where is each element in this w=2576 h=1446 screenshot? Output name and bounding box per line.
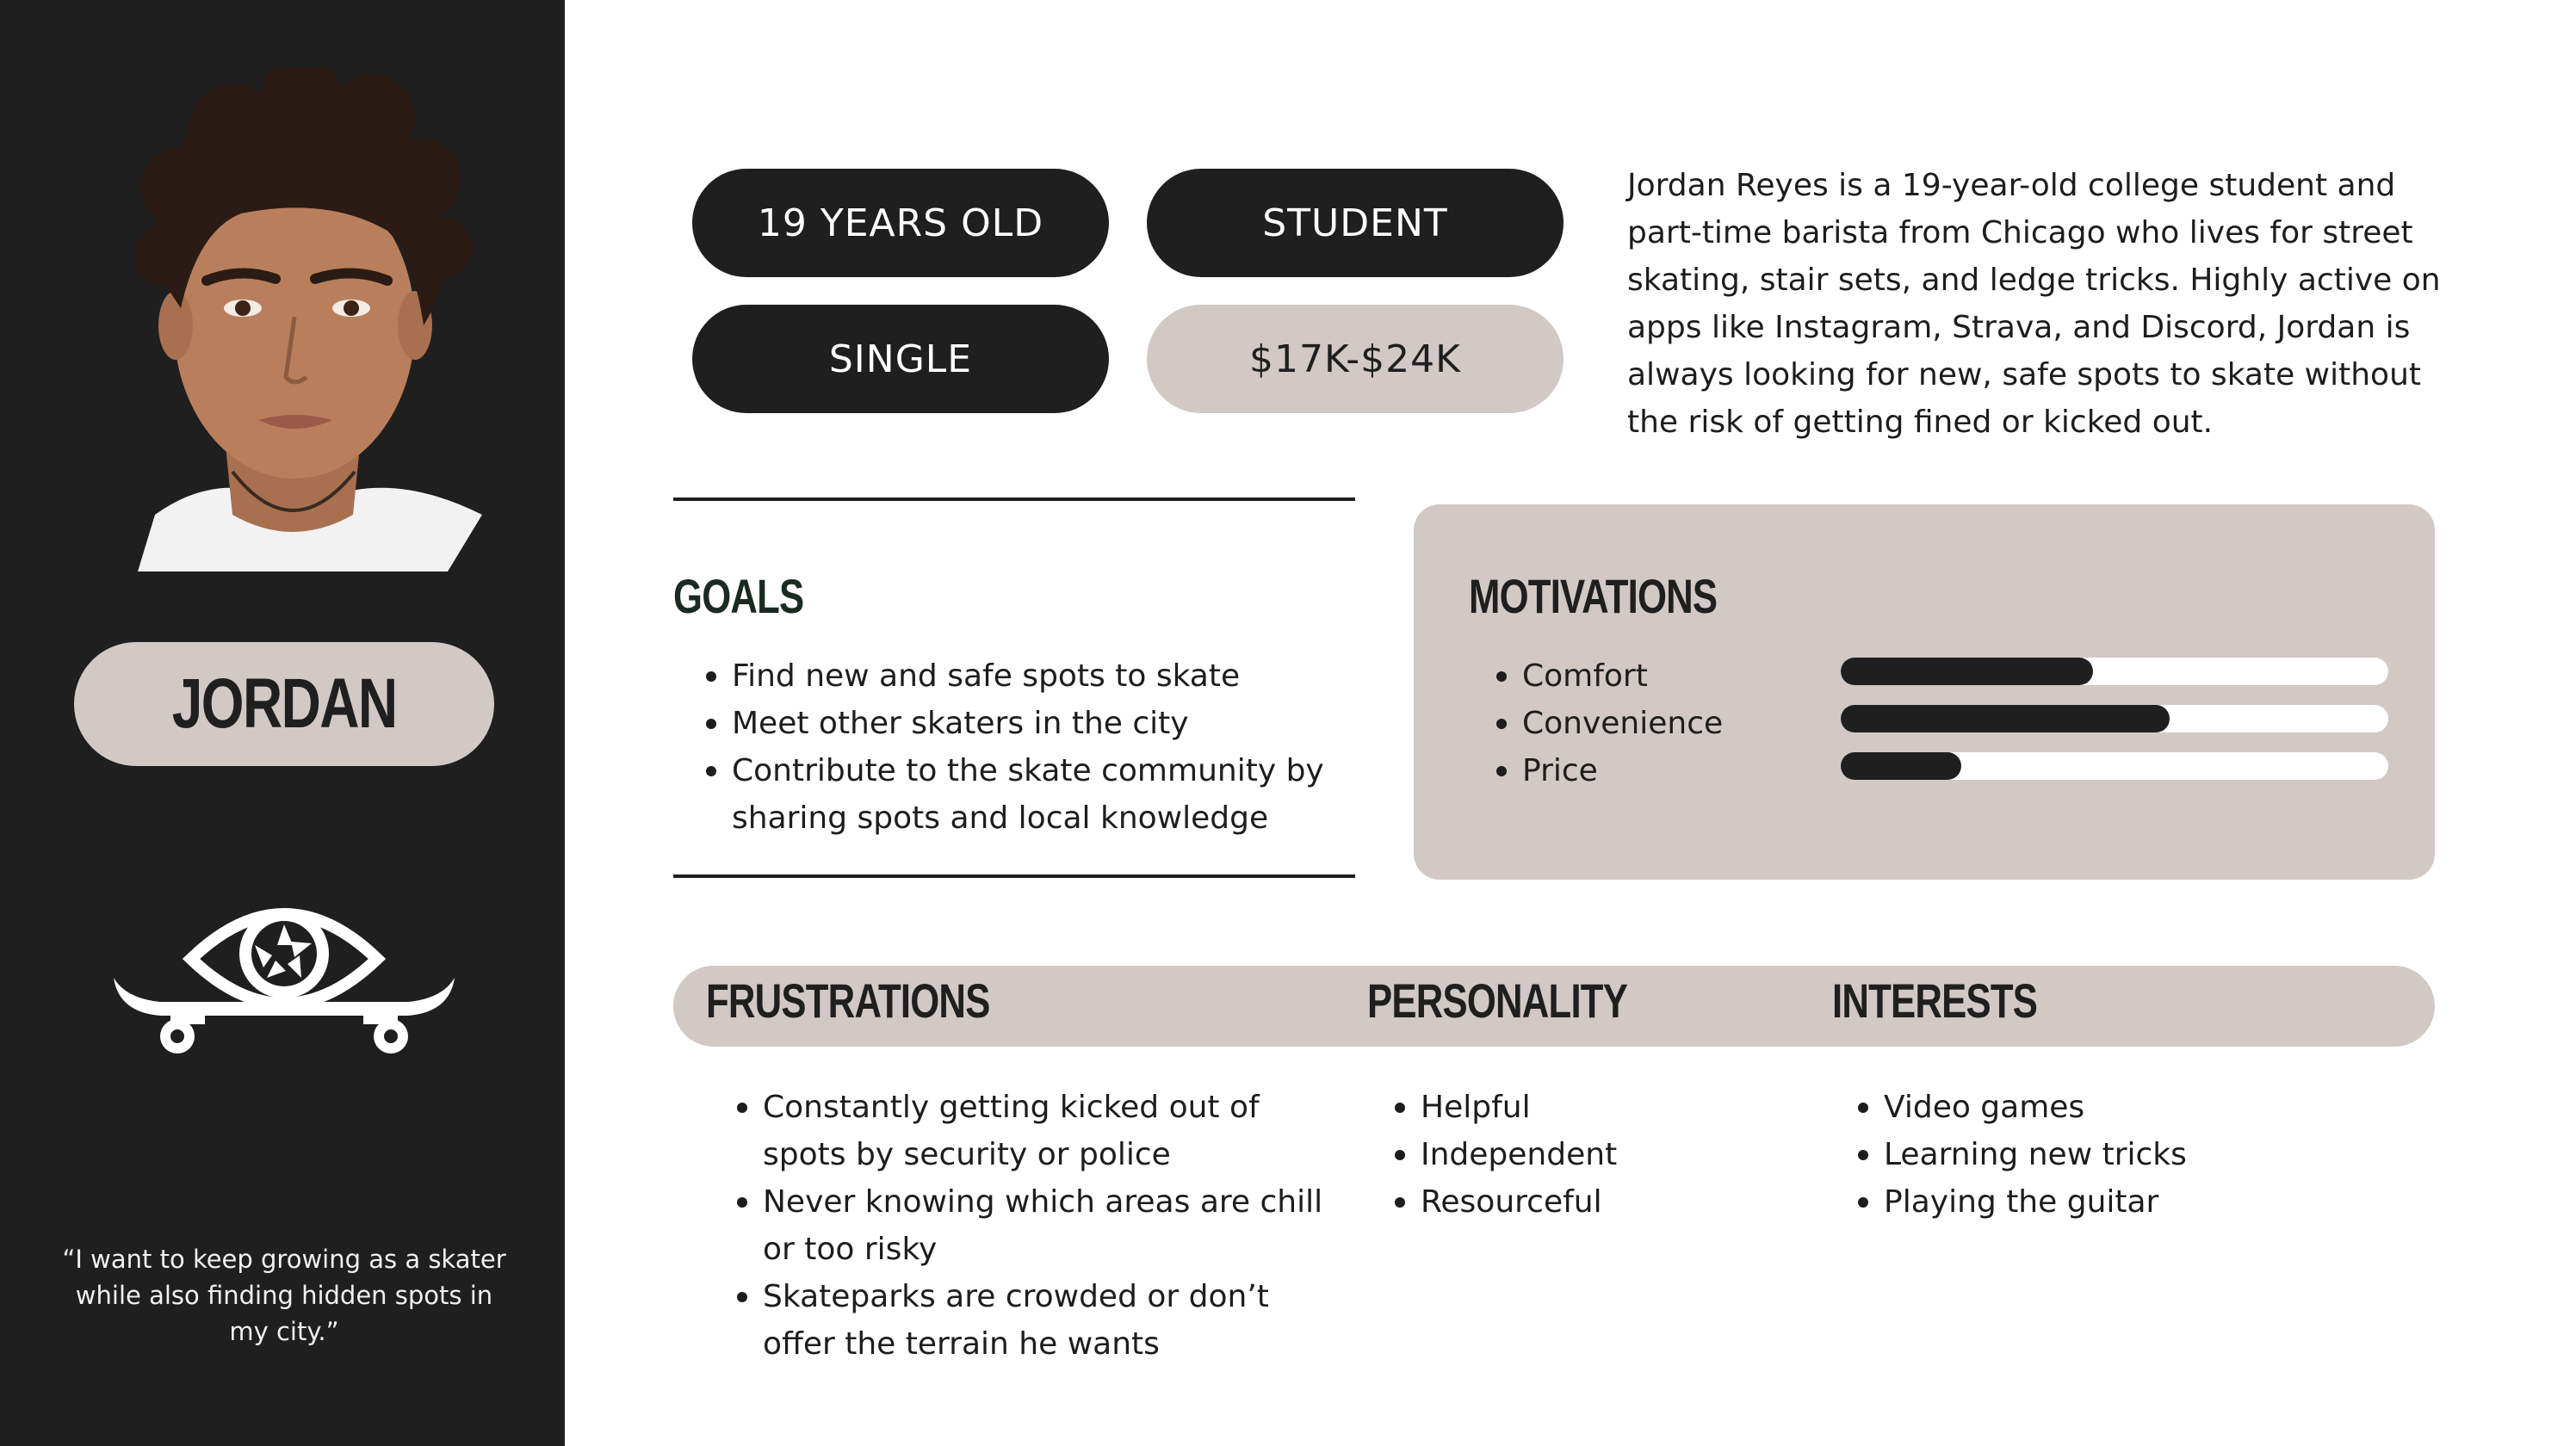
status-tag: SINGLE — [692, 305, 1109, 413]
persona-name-badge — [74, 642, 494, 766]
motivation-bar-comfort — [1841, 658, 2388, 685]
goals-list — [701, 652, 1355, 842]
list-item: Skateparks are crowded or don’t offer the terrain he wants — [732, 1273, 1334, 1368]
persona-quote: “I want to keep growing as a skater while also finding hidden spots in my city.” — [62, 1245, 506, 1346]
frustrations-heading-wrap — [706, 973, 1070, 1029]
income-tag: $17K-$24K — [1147, 305, 1564, 413]
list-item: Playing the guitar — [1853, 1178, 2335, 1226]
motivation-bar-fill — [1841, 752, 1961, 780]
persona-name: JORDAN — [171, 664, 397, 743]
motivation-label-price: Price — [1491, 747, 1836, 794]
occupation-tag: STUDENT — [1147, 169, 1564, 277]
list-item: Meet other skaters in the city — [701, 700, 1355, 747]
motivation-bar-fill — [1841, 658, 2093, 685]
frustrations-list — [732, 1084, 1334, 1368]
goals-bottom-divider — [673, 874, 1355, 878]
list-item: Video games — [1853, 1084, 2335, 1131]
motivation-bar-fill — [1841, 705, 2170, 732]
list-item: Learning new tricks — [1853, 1131, 2335, 1178]
frustrations-heading: FRUSTRATIONS — [706, 973, 990, 1028]
motivation-label-comfort: Comfort — [1491, 652, 1836, 700]
goals-top-divider — [673, 497, 1355, 501]
list-item: Contribute to the skate community by sharing spots and local knowledge — [701, 747, 1355, 842]
goals-heading-wrap — [673, 568, 840, 624]
interests-heading-wrap — [1832, 973, 2095, 1029]
motivations-list — [1491, 652, 1836, 794]
motivations-card — [1414, 504, 2435, 880]
list-item: Constantly getting kicked out of spots by security or police — [732, 1084, 1334, 1178]
motivations-heading-wrap — [1469, 568, 1787, 624]
motivations-heading: MOTIVATIONS — [1469, 569, 1718, 623]
list-item: Find new and safe spots to skate — [701, 652, 1355, 700]
motivation-label-convenience: Convenience — [1491, 700, 1836, 747]
motivation-bar-price — [1841, 752, 2388, 780]
list-item: Helpful — [1390, 1084, 1768, 1131]
motivation-bar-convenience — [1841, 705, 2388, 732]
interests-list — [1853, 1084, 2335, 1226]
interests-heading: INTERESTS — [1832, 973, 2038, 1028]
motivation-bars — [1841, 658, 2388, 800]
personality-heading-wrap — [1367, 973, 1700, 1029]
persona-photo — [103, 67, 482, 572]
list-item: Never knowing which areas are chill or too risky — [732, 1178, 1334, 1273]
list-item: Independent — [1390, 1131, 1768, 1178]
personality-list — [1390, 1084, 1768, 1226]
personality-heading: PERSONALITY — [1367, 973, 1628, 1028]
list-item: Resourceful — [1390, 1178, 1768, 1226]
age-tag: 19 YEARS OLD — [692, 169, 1109, 277]
persona-sidebar — [0, 0, 565, 1446]
eye-skateboard-logo-icon — [108, 895, 460, 1059]
persona-bio: Jordan Reyes is a 19-year-old college student and part-time barista from Chicago who lives for street skating, stair sets, and ledge tricks. Highly active on apps like Instagram, Strava, and Discord, Jordan is always looking for new, safe spots to skate without the risk of getting fined or kicked out. — [1627, 168, 2441, 440]
goals-heading: GOALS — [673, 569, 804, 623]
